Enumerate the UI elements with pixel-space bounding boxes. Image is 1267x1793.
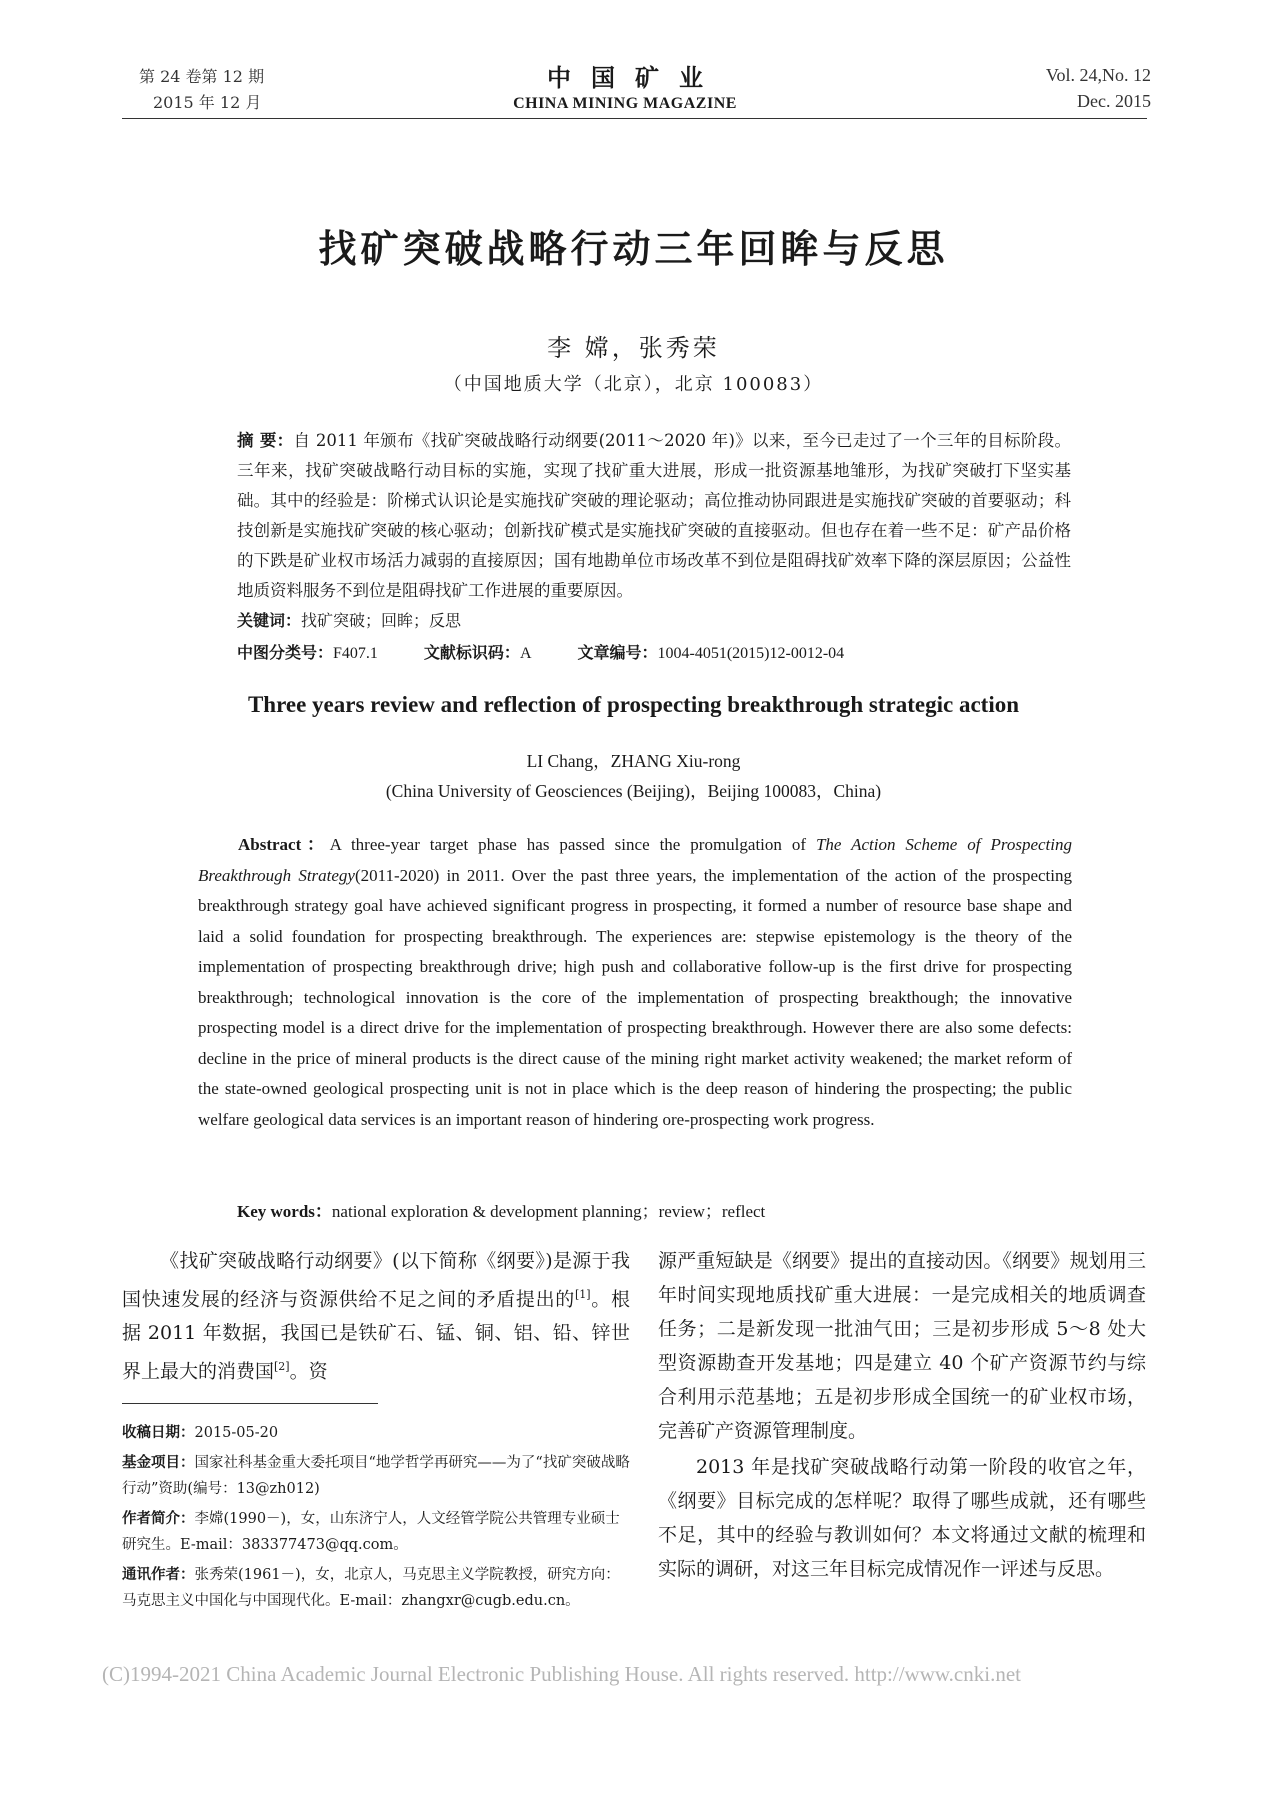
body-left-text-c: 。资 (289, 1360, 328, 1383)
keywords-cn (237, 608, 461, 631)
date-en: Dec. 2015 (1077, 91, 1151, 111)
header-volume-en (1046, 62, 1151, 114)
citation-2[interactable]: [2] (274, 1360, 290, 1374)
header-rule (122, 118, 1147, 119)
footnote-label: 通讯作者： (122, 1567, 195, 1583)
journal-masthead (450, 58, 800, 113)
footnote-label: 作者简介： (122, 1511, 195, 1527)
body-left-text-a: 《找矿突破战略行动纲要》(以下简称《纲要》)是源于我国快速发展的经济与资源供给不足之间的矛盾提出的 (122, 1250, 630, 1311)
paper-title: 找矿突破战略行动三年回眸与反思 (318, 226, 949, 271)
journal-name-en: CHINA MINING MAGAZINE (513, 95, 737, 112)
article-no-label: 文章编号： (577, 643, 658, 662)
authors-en: LI Chang，ZHANG Xiu-rong (526, 751, 741, 771)
footnote-received (122, 1420, 630, 1446)
footnote-text: 李嫦(1990－)，女，山东济宁人，人文经管学院公共管理专业硕士研究生。E-mail：383377473@qq.com。 (122, 1511, 620, 1553)
keywords-cn-text: 找矿突破；回眸；反思 (301, 611, 462, 630)
footnote-text: 2015-05-20 (194, 1425, 279, 1441)
body-left-text-b: 。根据 2011 年数据，我国已是铁矿石、锰、铜、铝、铅、锌世界上最大的消费国 (122, 1288, 630, 1383)
abstract-en-text-2: (2011-2020) in 2011. Over the past three years, the implementation of the action of the prospecting breakthrough strategy goal have achieved significant progress in prospecting, it formed a number of resource base shape and laid a solid foundation for prospecting breakthrough. The experiences are: stepwise epistemology is the theory of the implementation of prospecting breakthrough drive; high push and collaborative follow-up is the first drive for prospecting breakthrough; technological innovation is the core of the implementation of prospecting breakthough; the innovative prospecting model is a direct drive for the implementation of prospecting breakthrough. However there are also some defects: decline in the price of mineral products is the direct cause of the mining right market activity weakened; the market reform of the state-owned geological prospecting unit is not in place which is the deep reason of hindering the prospecting; the public welfare geological data services is an important reason of hindering ore-prospecting work progress. (198, 865, 1072, 1129)
header-volume-cn (139, 64, 299, 116)
clc-label: 中图分类号： (237, 643, 334, 662)
footnote-label: 基金项目： (122, 1455, 195, 1471)
paper-title-en: Three years review and reflection of prospecting breakthrough strategic action (247, 692, 1020, 717)
classification-line (237, 640, 890, 663)
clc-value: F407.1 (333, 645, 378, 662)
doc-code-value: A (519, 645, 532, 662)
volume-issue-cn: 第 24 卷第 12 期 (139, 67, 265, 86)
affiliation-en: (China University of Geosciences (Beijing)，Beijing 100083，China) (385, 781, 882, 801)
date-cn: 2015 年 12 月 (153, 93, 262, 112)
citation-1[interactable]: [1] (575, 1288, 591, 1301)
abstract-en-text-1: A three-year target phase has passed since the promulgation of (329, 835, 816, 854)
abstract-cn-text: 自 2011 年颁布《找矿突破战略行动纲要(2011～2020 年)》以来，至今已走过了一个三年的目标阶段。三年来，找矿突破战略行动目标的实施，实现了找矿重大进展，形成一批资源基地雏形，为找矿突破打下坚实基础。其中的经验是：阶梯式认识论是实施找矿突破的理论驱动；高位推动协同跟进是实施找矿突破的首要驱动；科技创新是实施找矿突破的核心驱动；创新找矿模式是实施找矿突破的直接驱动。但也存在着一些不足：矿产品价格的下跌是矿业权市场活力减弱的直接原因；国有地勘单位市场改革不到位是阻碍找矿效率下降的深层原因；公益性地质资料服务不到位是阻碍找矿工作进展的重要原因。 (237, 431, 1071, 600)
abstract-en-italic-title: The Action Scheme of Prospecting Breakthrough Strategy (198, 835, 1072, 885)
abstract-en (198, 830, 1072, 1135)
body-right-para-1: 源严重短缺是《纲要》提出的直接动因。《纲要》规划用三年时间实现地质找矿重大进展：一是完成相关的地质调查任务；二是新发现一批油气田；三是初步形成 5～8 处大型资源勘查开发基地；四是建立 40 个矿产资源节约与综合利用示范基地；五是初步形成全国统一的矿业权市场，完善矿产资源管理制度。 (658, 1250, 1146, 1442)
doc-code-label: 文献标识码： (423, 643, 520, 662)
footnote-text: 张秀荣(1961－)，女，北京人，马克思主义学院教授，研究方向：马克思主义中国化与中国现代化。E-mail：zhangxr@cugb.edu.cn。 (122, 1567, 620, 1609)
abstract-cn (237, 426, 1071, 606)
footnote-author (122, 1506, 630, 1558)
body-right-column (658, 1244, 1146, 1586)
body-left-column (122, 1244, 630, 1389)
footnote-fund (122, 1450, 630, 1502)
keywords-en (237, 1197, 765, 1222)
footnote-text: 国家社科基金重大委托项目“地学哲学再研究——为了“找矿突破战略行动”资助(编号：13@zh012) (122, 1455, 630, 1497)
abstract-en-label: Abstract： (238, 835, 330, 854)
keywords-en-label: Key words： (237, 1202, 332, 1221)
abstract-cn-label: 摘 要： (237, 431, 294, 450)
affiliation: （中国地质大学（北京），北京 100083） (443, 374, 824, 395)
article-no-value: 1004-4051(2015)12-0012-04 (657, 645, 845, 662)
footnote-label: 收稿日期： (122, 1425, 195, 1441)
footnotes (122, 1420, 630, 1618)
copyright-notice: (C)1994-2021 China Academic Journal Electronic Publishing House. All rights reserved. http://www.cnki.net (102, 1662, 1021, 1686)
authors: 李 嫦，张秀荣 (547, 334, 720, 362)
body-right-para-2: 2013 年是找矿突破战略行动第一阶段的收官之年，《纲要》目标完成的怎样呢？取得了哪些成就，还有哪些不足，其中的经验与教训如何？本文将通过文献的梳理和实际的调研，对这三年目标完成情况作一评述与反思。 (658, 1456, 1146, 1580)
journal-name-cn: 中国矿业 (547, 64, 723, 92)
volume-issue-en: Vol. 24,No. 12 (1045, 65, 1151, 85)
footnote-rule (122, 1403, 378, 1404)
keywords-cn-label: 关键词： (237, 611, 302, 630)
footnote-corresponding (122, 1562, 630, 1614)
keywords-en-text: national exploration & development planning；review；reflect (331, 1202, 766, 1221)
